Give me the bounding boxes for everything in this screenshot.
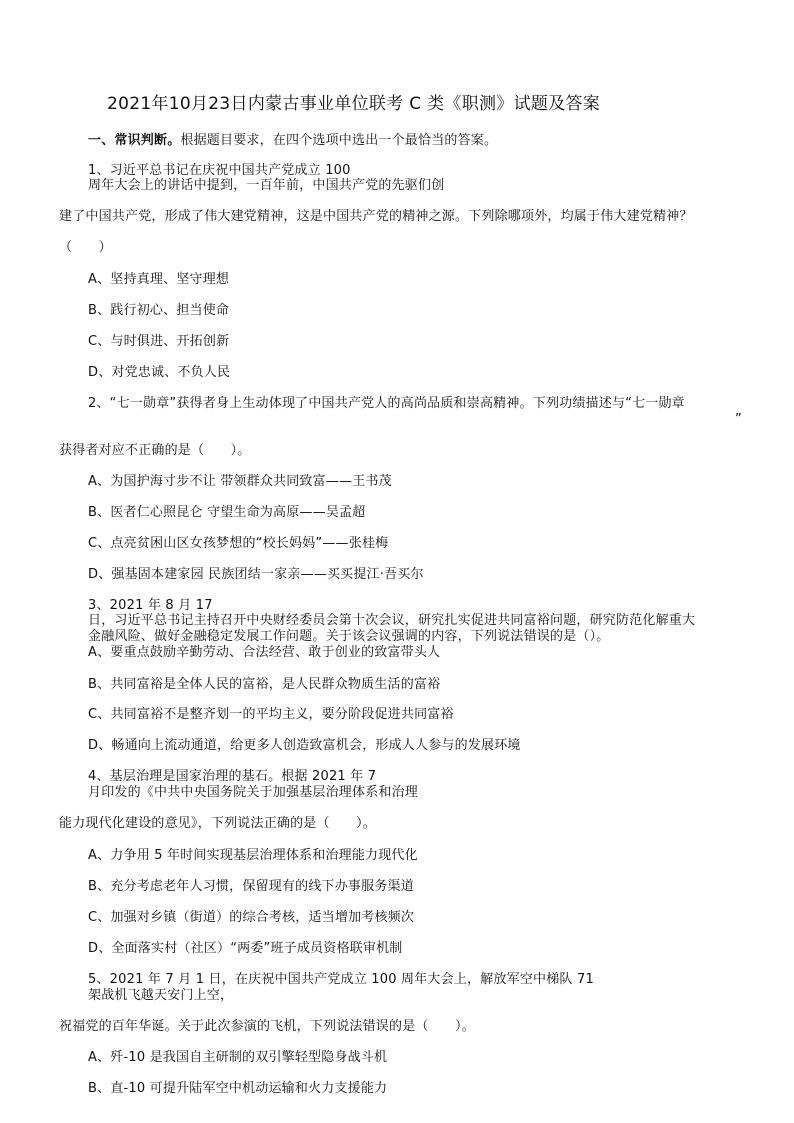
section-instruction: 根据题目要求，在四个选项中选出一个最恰当的答案。 (180, 133, 498, 148)
q2-option-b: B、医者仁心照昆仑 守望生命为高原——吴孟超 (88, 505, 366, 520)
q3-option-a: A、要重点鼓励辛勤劳动、合法经营、敢于创业的致富带头人 (88, 645, 441, 660)
q1-stem-line-4: （ ） (59, 240, 112, 255)
q3-option-d: D、畅通向上流动通道，给更多人创造致富机会，形成人人参与的发展环境 (88, 738, 521, 753)
q5-stem-line-1: 5、2021 年 7 月 1 日，在庆祝中国共产党成立 100 周年大会上，解放军空中梯队 71 (88, 972, 594, 987)
section-heading (88, 133, 497, 148)
q2-option-a: A、为国护海寸步不让 带领群众共同致富——王书茂 (88, 474, 392, 489)
q4-stem-line-3: 能力现代化建设的意见》，下列说法正确的是（ ）。 (59, 816, 377, 831)
q2-stem-line-3: 获得者对应不正确的是（ ）。 (59, 443, 251, 458)
q4-option-a: A、力争用 5 年时间实现基层治理体系和治理能力现代化 (88, 848, 418, 863)
q3-stem-line-2: 日，习近平总书记主持召开中央财经委员会第十次会议，研究扎实促进共同富裕问题，研究防范化解重大 (88, 613, 696, 628)
q1-option-c: C、与时俱进、开拓创新 (88, 334, 230, 349)
q2-stem-line-2: ” (735, 412, 742, 427)
q4-stem-line-1: 4、基层治理是国家治理的基石。根据 2021 年 7 (88, 769, 377, 784)
q4-stem-line-2: 月印发的《中共中央国务院关于加强基层治理体系和治理 (88, 785, 419, 800)
q5-option-a: A、歼-10 是我国自主研制的双引擎轻型隐身战斗机 (88, 1050, 388, 1065)
q1-option-b: B、践行初心、担当使命 (88, 303, 230, 318)
q2-option-c: C、点亮贫困山区女孩梦想的“校长妈妈”——张桂梅 (88, 536, 389, 551)
q4-option-b: B、充分考虑老年人习惯，保留现有的线下办事服务渠道 (88, 879, 414, 894)
q4-option-d: D、全面落实村（社区）“两委”班子成员资格联审机制 (88, 941, 403, 956)
q1-option-d: D、对党忠诚、不负人民 (88, 365, 231, 380)
q3-stem-line-3: 金融风险、做好金融稳定发展工作问题。关于该会议强调的内容，下列说法错误的是（）。 (88, 629, 610, 644)
q1-stem-line-1: 1、习近平总书记在庆祝中国共产党成立 100 (88, 163, 351, 178)
section-label: 一、常识判断。 (88, 133, 181, 148)
q5-stem-line-3: 祝福党的百年华诞。关于此次参演的飞机，下列说法错误的是（ ）。 (59, 1019, 475, 1034)
q3-option-c: C、共同富裕不是整齐划一的平均主义，要分阶段促进共同富裕 (88, 707, 454, 722)
q2-option-d: D、强基固本建家园 民族团结一家亲——买买提江·吾买尔 (88, 567, 424, 582)
q1-option-a: A、坚持真理、坚守理想 (88, 272, 230, 287)
q2-stem-line-1: 2、“七一勋章”获得者身上生动体现了中国共产党人的高尚品质和崇高精神。下列功绩描述与“七一勋章 (88, 396, 685, 411)
document-title: 2021年10月23日内蒙古事业单位联考 C 类《职测》试题及答案 (107, 94, 601, 114)
q3-stem-line-1: 3、2021 年 8 月 17 (88, 598, 213, 613)
q1-stem-line-2: 周年大会上的讲话中提到，一百年前，中国共产党的先驱们创 (88, 178, 445, 193)
q5-option-b: B、直-10 可提升陆军空中机动运输和火力支援能力 (88, 1081, 388, 1096)
q3-option-b: B、共同富裕是全体人民的富裕，是人民群众物质生活的富裕 (88, 677, 441, 692)
q4-option-c: C、加强对乡镇（街道）的综合考核，适当增加考核频次 (88, 910, 415, 925)
q5-stem-line-2: 架战机飞越天安门上空， (88, 988, 234, 1003)
q1-stem-line-3: 建了中国共产党，形成了伟大建党精神，这是中国共产党的精神之源。下列除哪项外，均属于伟大建党精神？ (59, 209, 693, 224)
